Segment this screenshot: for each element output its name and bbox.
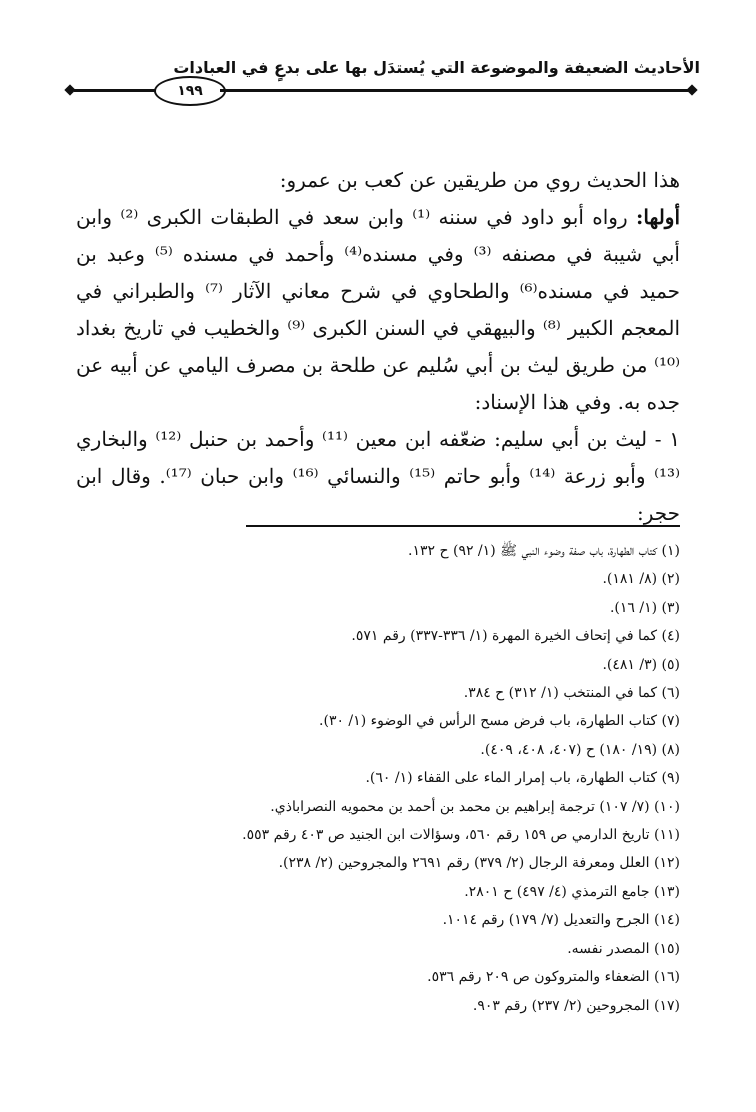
footnote-13: (١٣) جامع الترمذي (٤/ ٤٩٧) ح ٢٨٠١. (464, 883, 680, 900)
footnote-divider (246, 525, 680, 527)
header-rule-right (220, 89, 690, 92)
main-text (76, 162, 680, 532)
footnote-10: (١٠) (٧/ ١٠٧) ترجمة إبراهيم بن محمد بن أحمد بن محمويه النصراباذي. (270, 798, 680, 815)
footnote-11: (١١) تاريخ الدارمي ص ١٥٩ رقم ٥٦٠، وسؤالات ابن الجنيد ص ٤٠٣ رقم ٥٥٣. (242, 827, 680, 844)
right-diamond-ornament (686, 84, 697, 95)
paragraph-first-route (76, 199, 680, 421)
footnote-7: (٧) كتاب الطهارة، باب فرض مسح الرأس في الوضوء (١/ ٣٠). (319, 713, 680, 730)
footnote-2: (٢) (٨/ ١٨١). (602, 571, 680, 588)
footnote-3: (٣) (١/ ١٦). (609, 599, 680, 616)
paragraph-lead: أولها: (636, 205, 681, 229)
paragraph-intro: هذا الحديث روي من طريقين عن كعب بن عمرو: (279, 168, 680, 192)
footnote-17: (١٧) المجروحين (٢/ ٢٣٧) رقم ٩٠٣. (472, 997, 680, 1014)
footnote-1: (١) كتاب الطهارة، باب صفة وضوء النبي ﷺ (١/ ٩٢) ح ١٣٢. (408, 543, 680, 559)
page-header (60, 58, 700, 108)
footnote-4: (٤) كما في إتحاف الخيرة المهرة (١/ ٣٣٦-٣٣٧) رقم ٥٧١. (351, 628, 680, 645)
footnote-14: (١٤) الجرح والتعديل (٧/ ١٧٩) رقم ١٠١٤. (442, 912, 680, 929)
paragraph-narrator: ١ - ليث بن أبي سليم: ضعّفه ابن معين ⁽¹¹⁾ وأحمد بن حنبل ⁽¹²⁾ والبخاري ⁽¹³⁾ وأبو زرعة ⁽¹⁴⁾ وأبو حاتم ⁽¹⁵⁾ والنسائي ⁽¹⁶⁾ وابن حبان ⁽¹⁷⁾. وقال ابن حجر: (76, 427, 680, 525)
page-number: ١٩٩ (154, 76, 226, 106)
footnote-12: (١٢) العلل ومعرفة الرجال (٢/ ٣٧٩) رقم ٢٦٩١ والمجروحين (٢/ ٢٣٨). (278, 855, 680, 872)
running-title: الأحاديث الضعيفة والموضوعة التي يُستدَل بها على بدعٍ في العبادات (173, 58, 700, 77)
header-rule-left (74, 89, 156, 92)
paragraph-text: رواه أبو داود في سننه ⁽¹⁾ وابن سعد في الطبقات الكبرى ⁽²⁾ وابن أبي شيبة في مصنفه ⁽³⁾ وفي مسنده⁽⁴⁾ وأحمد في مسنده ⁽⁵⁾ وعبد بن حميد في مسنده⁽⁶⁾ والطحاوي في شرح معاني الآثار ⁽⁷⁾ والطبراني في المعجم الكبير ⁽⁸⁾ والبيهقي في السنن الكبرى ⁽⁹⁾ والخطيب في تاريخ بغداد ⁽¹⁰⁾ من طريق ليث بن أبي سُليم عن طلحة بن مصرف اليامي عن أبيه عن جده به. وفي هذا الإسناد: (76, 205, 681, 414)
footnotes (76, 537, 680, 1020)
footnote-6: (٦) كما في المنتخب (١/ ٣١٢) ح ٣٨٤. (463, 685, 680, 702)
footnote-15: (١٥) المصدر نفسه. (567, 940, 680, 957)
footnote-9: (٩) كتاب الطهارة، باب إمرار الماء على القفاء (١/ ٦٠). (365, 770, 680, 787)
footnote-5: (٥) (٣/ ٤٨١). (602, 656, 680, 673)
footnote-16: (١٦) الضعفاء والمتروكون ص ٢٠٩ رقم ٥٣٦. (427, 969, 680, 986)
footnote-8: (٨) (١٩/ ١٨٠) ح (٤٠٧، ٤٠٨، ٤٠٩). (480, 741, 680, 758)
